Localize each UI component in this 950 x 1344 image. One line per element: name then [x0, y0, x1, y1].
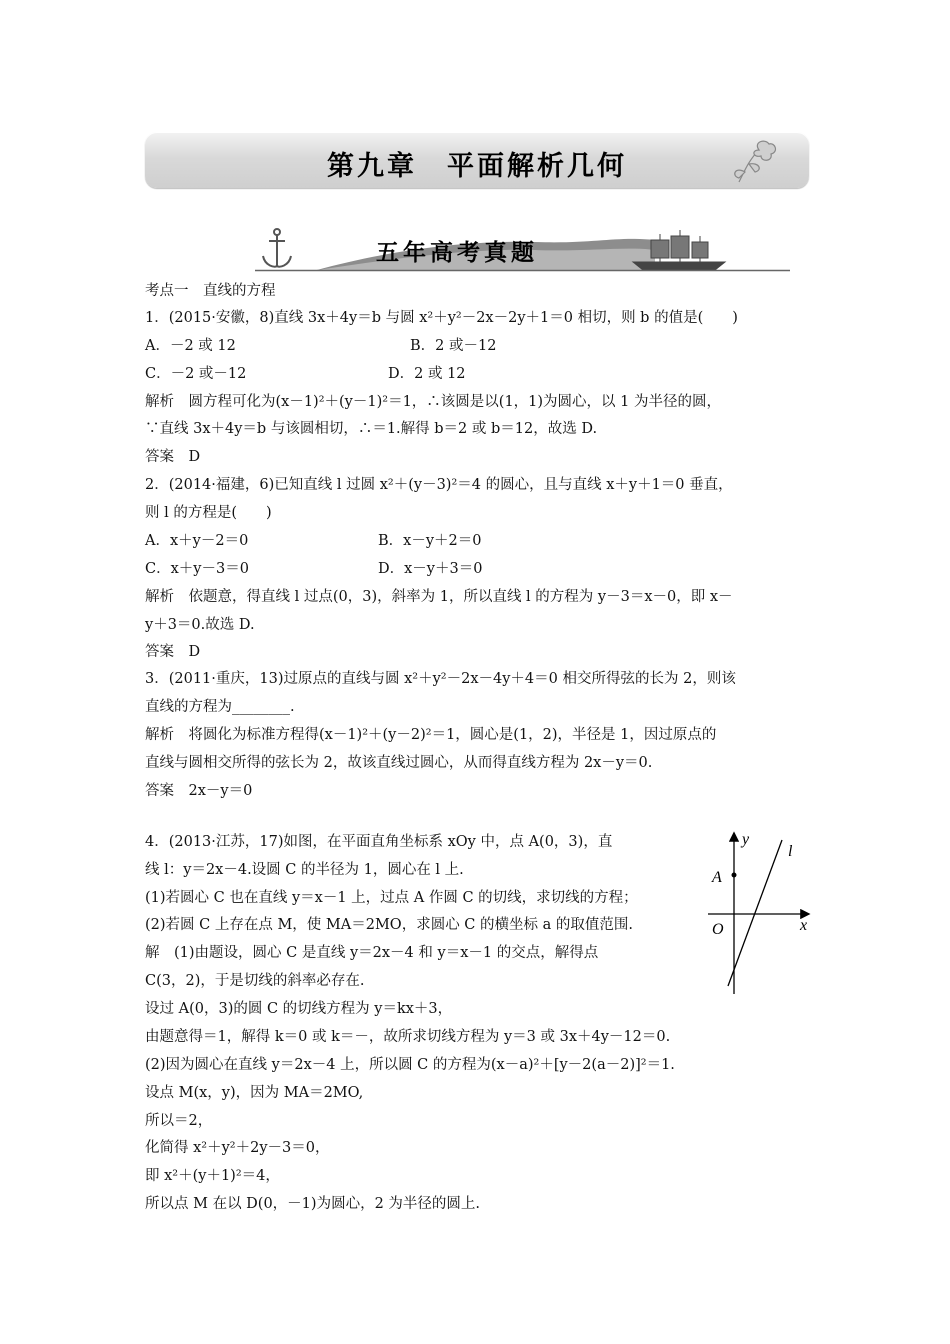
q4-solution-line-6: 设点 M(x，y)，因为 MA＝2MO,	[145, 1085, 364, 1101]
q1-option-c: C．－2 或－12	[145, 366, 247, 382]
q2-option-c: C．x＋y－3＝0	[145, 561, 249, 577]
q4-solution-line-1: 解 (1)由题设，圆心 C 是直线 y＝2x－4 和 y＝x－1 的交点，解得点	[145, 945, 599, 961]
q4-solution-line-7: 所以＝2，	[145, 1113, 213, 1129]
q2-answer: 答案 D	[145, 644, 201, 660]
q1-analysis-line-1: 解析 圆方程可化为(x－1)²＋(y－1)²＝1，∴该圆是以(1，1)为圆心，以 1 为半径的圆，	[145, 394, 722, 410]
q4-stem-line-1: 4．(2013·江苏，17)如图，在平面直角坐标系 xOy 中，点 A(0，3)，直	[145, 834, 613, 850]
q1-answer: 答案 D	[145, 449, 201, 465]
q3-analysis-line-1: 解析 将圆化为标准方程得(x－1)²＋(y－2)²＝1，圆心是(1，2)，半径是 1，因过原点的	[145, 727, 717, 743]
q4-solution-line-3: 设过 A(0，3)的圆 C 的切线方程为 y＝kx＋3，	[145, 1001, 453, 1017]
q1-option-b: B．2 或－12	[410, 338, 497, 354]
q3-analysis-line-2: 直线与圆相交所得的弦长为 2，故该直线过圆心，从而得直线方程为 2x－y＝0.	[145, 755, 653, 771]
q2-option-b: B．x－y＋2＝0	[378, 533, 482, 549]
q4-solution-line-10: 所以点 M 在以 D(0，－1)为圆心，2 为半径的圆上.	[145, 1196, 481, 1212]
q4-part-1: (1)若圆心 C 也在直线 y＝x－1 上，过点 A 作圆 C 的切线，求切线的方程；	[145, 890, 638, 906]
flower-decoration-icon	[719, 136, 789, 186]
label-x: x	[800, 917, 808, 934]
q1-stem: 1．(2015·安徽，8)直线 3x＋4y＝b 与圆 x²＋y²－2x－2y＋1＝0 相切，则 b 的值是( )	[145, 310, 738, 326]
label-a: A	[712, 869, 722, 886]
q3-stem-line-2: 直线的方程为________.	[145, 699, 295, 715]
q2-stem-line-1: 2．(2014·福建，6)已知直线 l 过圆 x²＋(y－3)²＝4 的圆心，且与直线 x＋y＋1＝0 垂直，	[145, 477, 733, 493]
label-o: O	[712, 921, 724, 938]
q4-stem-line-2: 线 l：y＝2x－4.设圆 C 的半径为 1，圆心在 l 上.	[145, 862, 464, 878]
q4-part-2: (2)若圆 C 上存在点 M，使 MA＝2MO，求圆心 C 的横坐标 a 的取值范围.	[145, 917, 633, 933]
q4-solution-line-9: 即 x²＋(y＋1)²＝4，	[145, 1168, 280, 1184]
q2-stem-line-2: 则 l 的方程是( )	[145, 505, 272, 521]
q1-option-d: D．2 或 12	[388, 366, 466, 382]
q4-solution-line-5: (2)因为圆心在直线 y＝2x－4 上，所以圆 C 的方程为(x－a)²＋[y－2(a－2)]²＝1.	[145, 1057, 675, 1073]
q4-solution-line-4: 由题意得＝1，解得 k＝0 或 k＝－，故所求切线方程为 y＝3 或 3x＋4y－12＝0.	[145, 1029, 671, 1045]
chapter-banner	[145, 132, 809, 188]
q1-option-a: A．－2 或 12	[145, 338, 236, 354]
coordinate-figure	[700, 826, 820, 998]
anchor-icon	[263, 229, 291, 267]
q3-stem-line-1: 3．(2011·重庆，13)过原点的直线与圆 x²＋y²－2x－4y＋4＝0 相交所得弦的长为 2，则该	[145, 671, 736, 687]
label-y: y	[742, 831, 750, 848]
q2-analysis-line-2: y＋3＝0.故选 D.	[145, 617, 255, 633]
q2-analysis-line-1: 解析 依题意，得直线 l 过点(0，3)，斜率为 1，所以直线 l 的方程为 y－3＝x－0，即 x－	[145, 589, 733, 605]
q1-analysis-line-2: ∵直线 3x＋4y＝b 与该圆相切，∴＝1.解得 b＝2 或 b＝12，故选 D.	[145, 421, 598, 437]
topic-heading: 考点一 直线的方程	[145, 283, 276, 299]
q2-option-d: D．x－y＋3＝0	[378, 561, 483, 577]
chapter-title: 第九章 平面解析几何	[327, 151, 627, 182]
point-a	[732, 873, 737, 878]
q4-solution-line-8: 化简得 x²＋y²＋2y－3＝0，	[145, 1140, 330, 1156]
line-l	[728, 840, 782, 986]
section-title: 五年高考真题	[376, 240, 538, 266]
label-l: l	[788, 843, 793, 860]
q2-option-a: A．x＋y－2＝0	[145, 533, 249, 549]
q4-solution-line-2: C(3，2)，于是切线的斜率必存在.	[145, 973, 365, 989]
q3-answer: 答案 2x－y＝0	[145, 783, 253, 799]
